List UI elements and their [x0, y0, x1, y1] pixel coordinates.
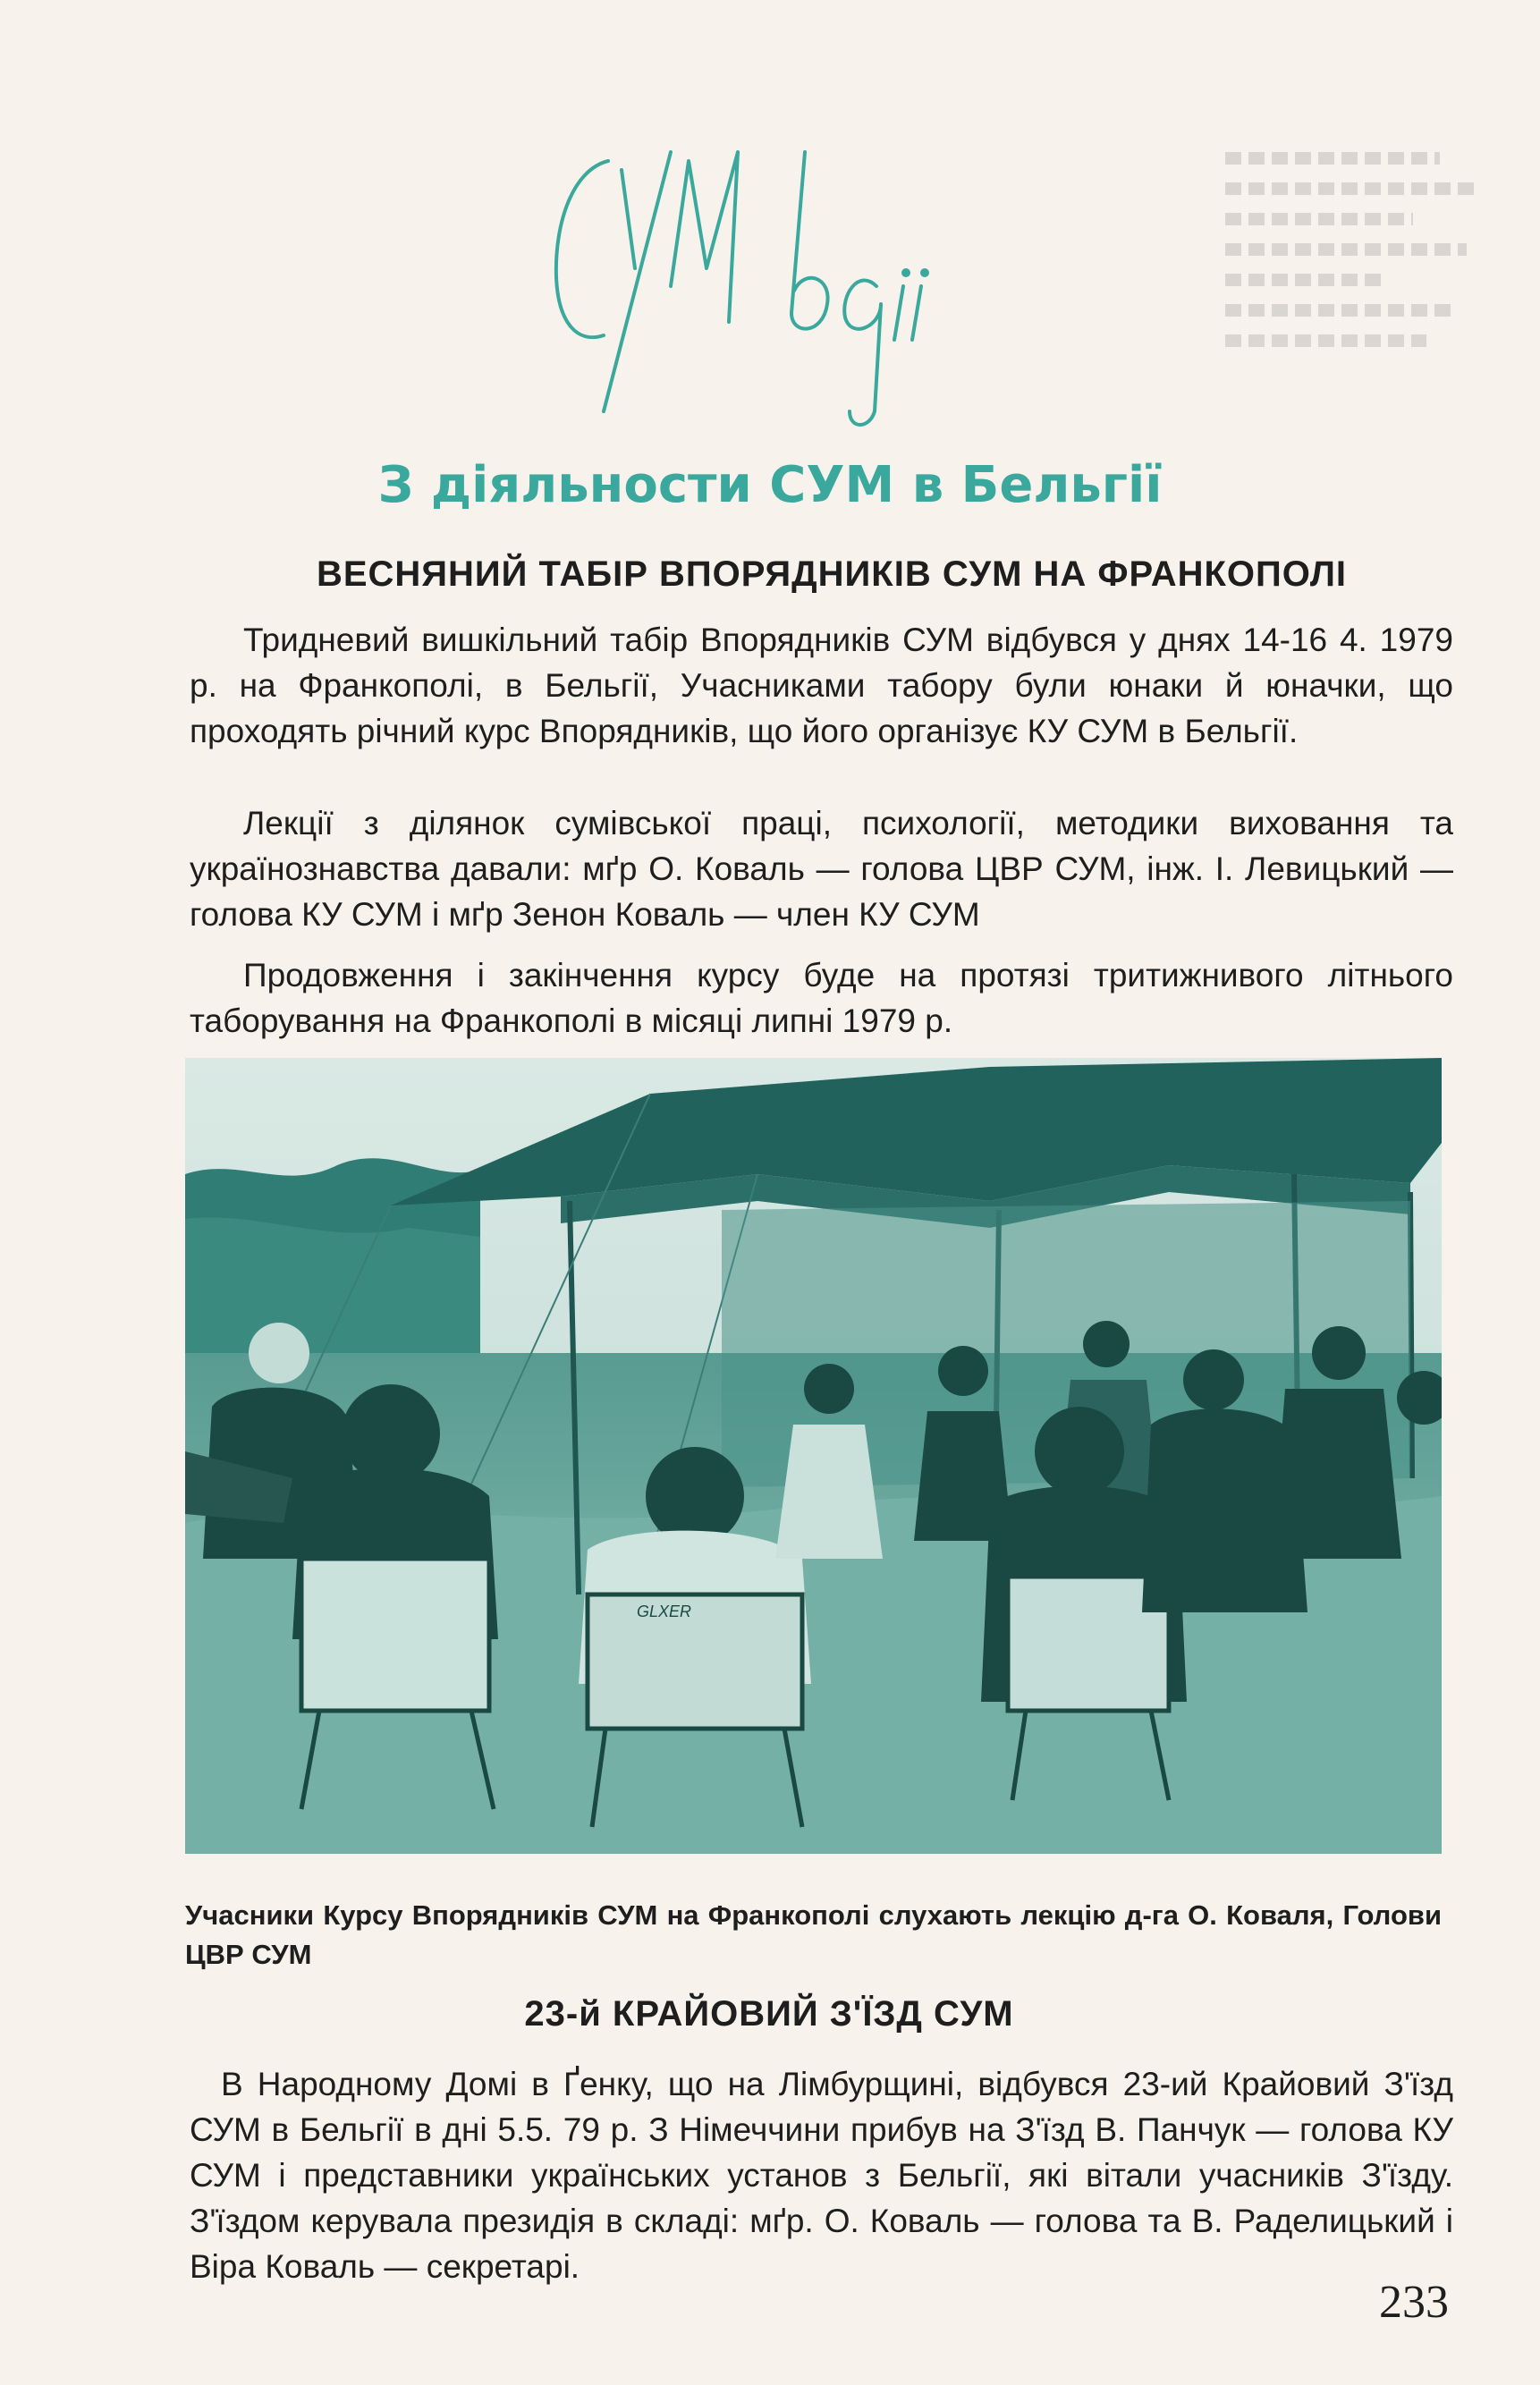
- camp-photo: [185, 1058, 1442, 1854]
- article-paragraph: В Народному Домі в Ґенку, що на Лімбурщині, відбувся 23-ий Крайовий З'їзд СУМ в Бельгії в дні 5.5. 79 р. З Німеччини прибув на З'їзд В. Панчук — голова КУ СУМ і представники українських установ з Бельгії, які вітали учасників З'їзду. З'їздом керувала президія в складі: мґр. О. Коваль — голова та В. Раделицький і Віра Коваль — секретарі.: [190, 2066, 1453, 2285]
- article-paragraph: Лекції з ділянок сумівської праці, психології, методики виховання та українознавства давали: мґр О. Коваль — голова ЦВР СУМ, інж. І. Левицький — голова КУ СУМ і мґр Зенон Коваль — член КУ СУМ: [190, 805, 1453, 933]
- section-title: З діяльности СУМ в Бельгії: [377, 456, 1163, 514]
- section-logo: [537, 143, 1037, 429]
- article-paragraph: Продовження і закінчення курсу буде на протязі тритижнивого літнього таборування на Франкополі в місяці липні 1979 р.: [190, 957, 1453, 1039]
- bleed-through-text: [1225, 152, 1493, 385]
- photo-caption: Учасники Курсу Впорядників СУМ на Франкополі слухають лекцію д-га О. Коваля, Голови ЦВР СУМ: [185, 1899, 1442, 1970]
- page-number: 233: [1379, 2277, 1449, 2328]
- chair-label: GLXER: [637, 1603, 692, 1620]
- article-heading: ВЕСНЯНИЙ ТАБІР ВПОРЯДНИКІВ СУМ НА ФРАНКОПОЛІ: [316, 554, 1348, 594]
- article-heading: 23-й КРАЙОВИЙ З'ЇЗД СУМ: [524, 1994, 1014, 2034]
- article-paragraph: Тридневий вишкільний табір Впорядників СУМ відбувся у днях 14-16 4. 1979 р. на Франкополі, в Бельгії, Учасниками табору були юнаки й юначки, що проходять річний курс Впорядників, що його організує КУ СУМ в Бельгії.: [190, 622, 1453, 749]
